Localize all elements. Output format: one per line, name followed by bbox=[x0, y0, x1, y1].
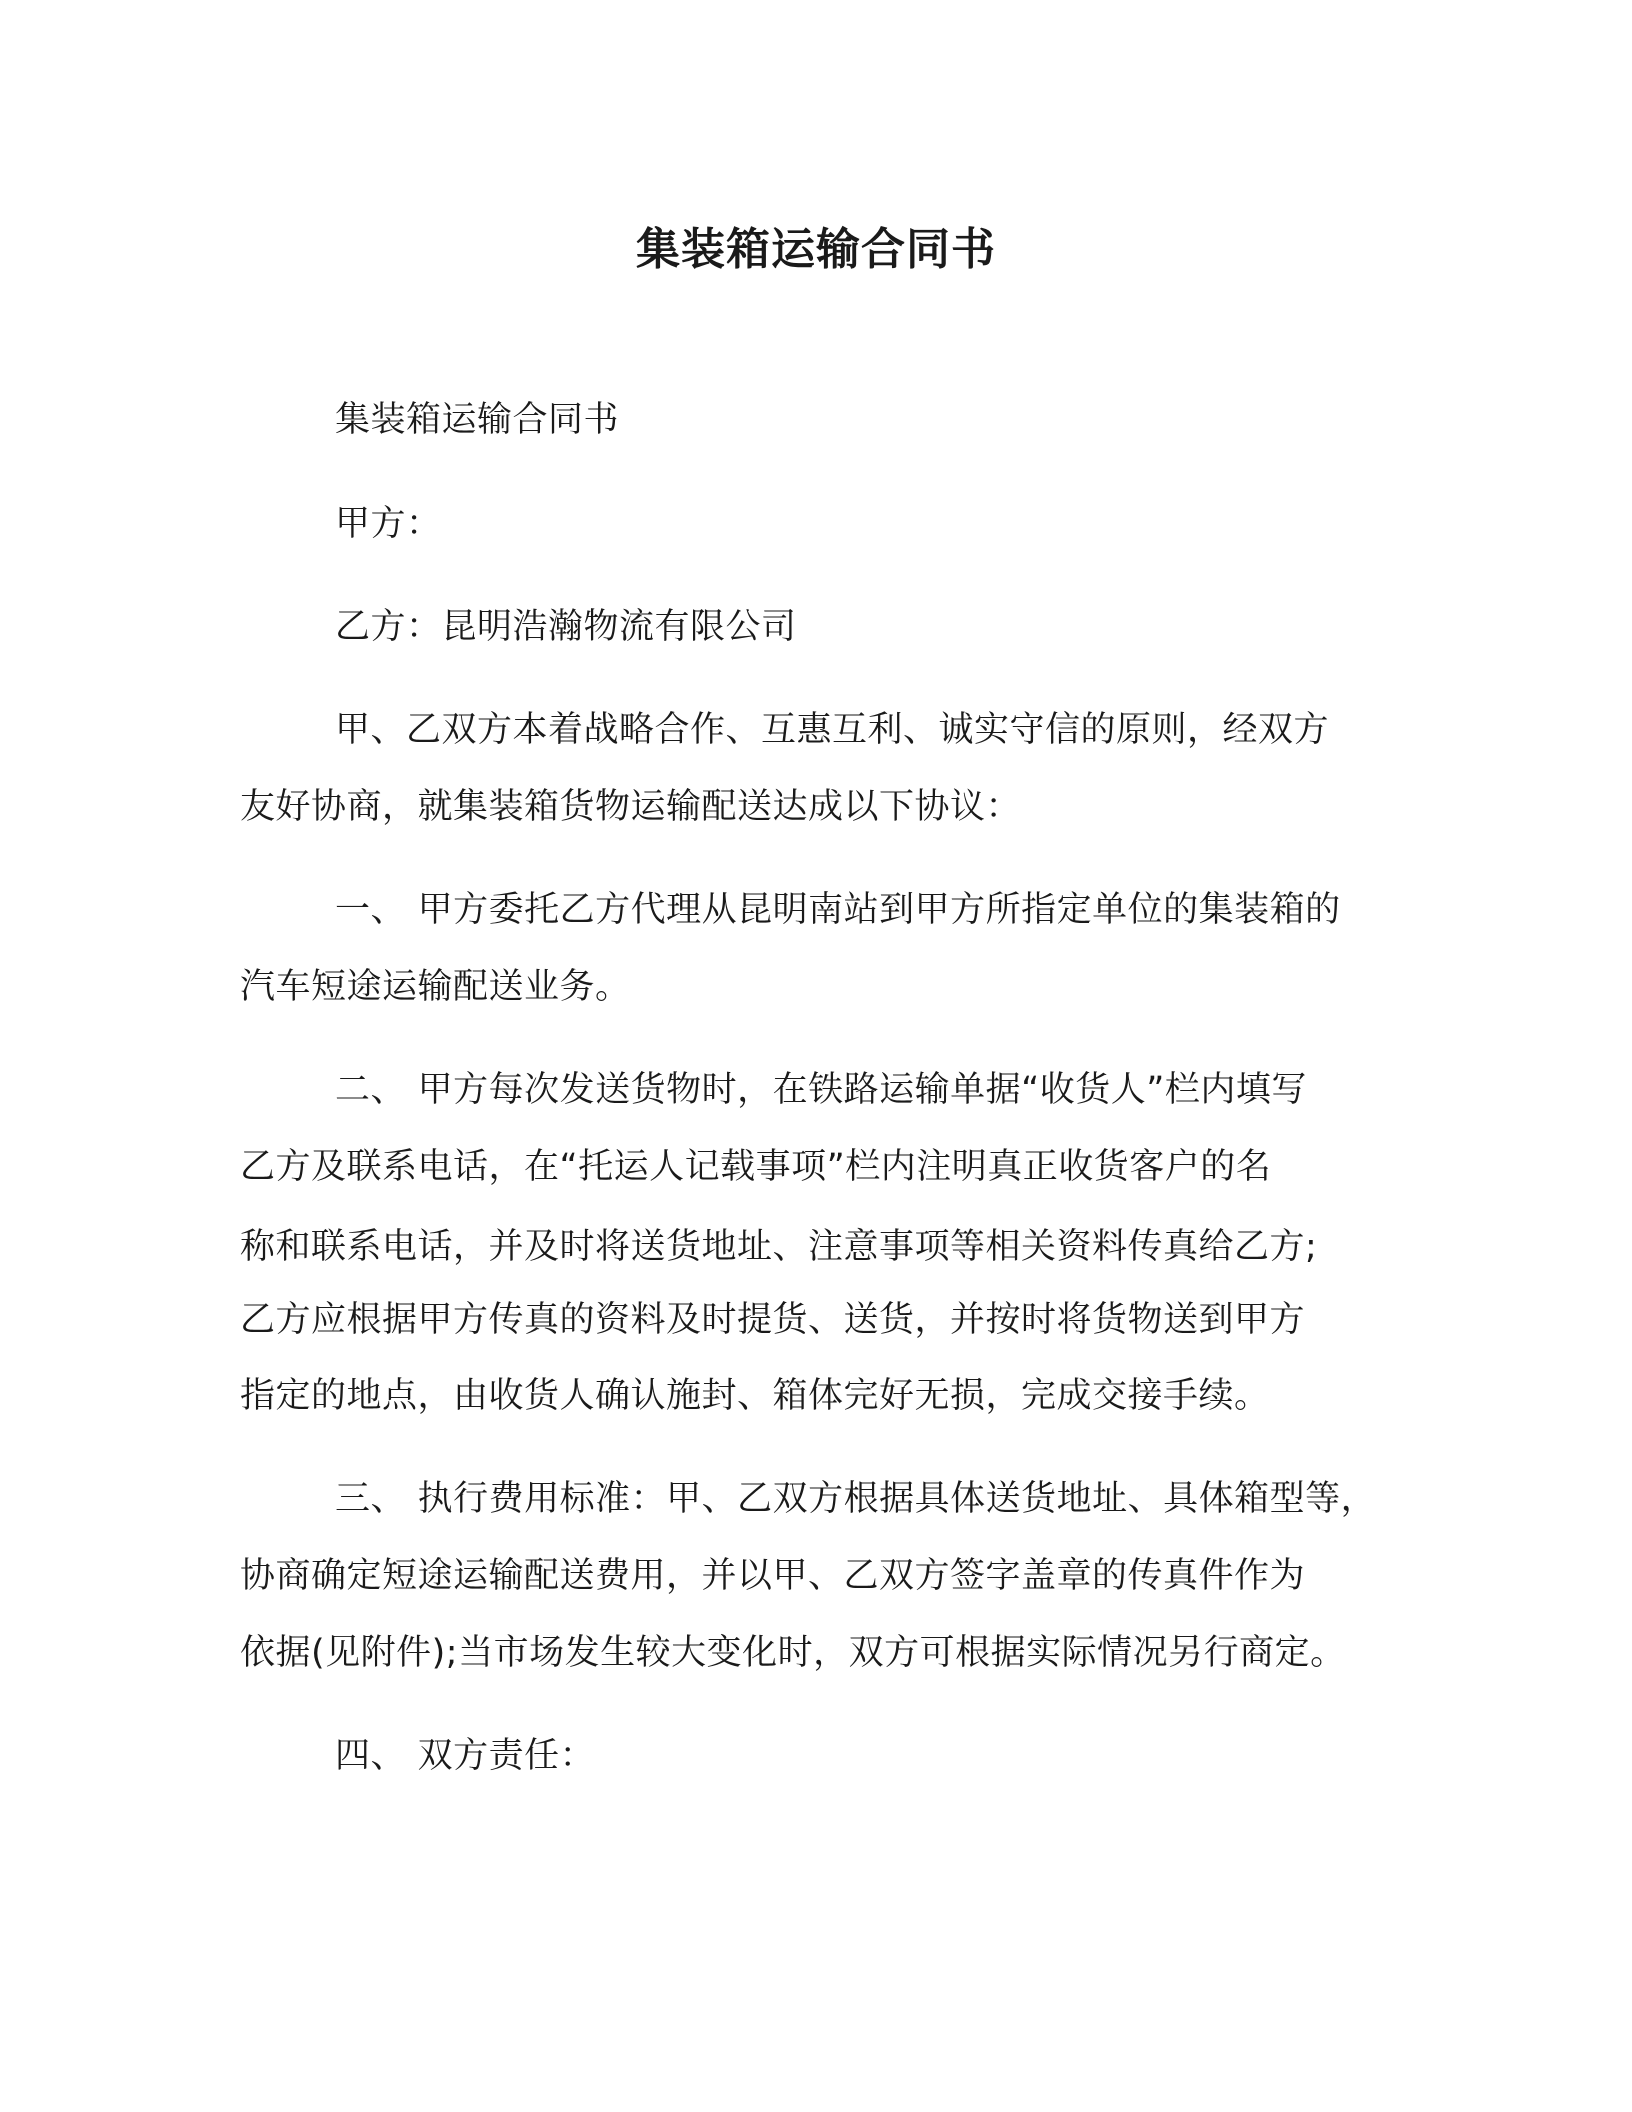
clause2-line-4: 乙方应根据甲方传真的资料及时提货、送货，并按时将货物送到甲方 bbox=[240, 1300, 1306, 1340]
party-b-line: 乙方：昆明浩瀚物流有限公司 bbox=[335, 607, 797, 647]
intro-line-1: 甲、乙双方本着战略合作、互惠互利、诚实守信的原则，经双方 bbox=[335, 710, 1330, 750]
subtitle: 集装箱运输合同书 bbox=[335, 400, 620, 440]
clause3-line-3: 依据(见附件);当市场发生较大变化时，双方可根据实际情况另行商定。 bbox=[240, 1633, 1346, 1673]
document-title: 集装箱运输合同书 bbox=[636, 224, 996, 275]
clause2-line-5: 指定的地点，由收货人确认施封、箱体完好无损，完成交接手续。 bbox=[240, 1376, 1270, 1416]
clause1-line-1: 一、 甲方委托乙方代理从昆明南站到甲方所指定单位的集装箱的 bbox=[335, 890, 1341, 930]
intro-line-2: 友好协商，就集装箱货物运输配送达成以下协议： bbox=[240, 787, 1022, 827]
clause1-line-2: 汽车短途运输配送业务。 bbox=[240, 967, 631, 1007]
clause2-line-3: 称和联系电话，并及时将送货地址、注意事项等相关资料传真给乙方; bbox=[240, 1227, 1318, 1267]
clause3-line-1: 三、 执行费用标准：甲、乙双方根据具体送货地址、具体箱型等， bbox=[335, 1479, 1377, 1519]
clause2-line-1: 二、 甲方每次发送货物时，在铁路运输单据“收货人”栏内填写 bbox=[335, 1070, 1307, 1110]
party-a-line: 甲方： bbox=[335, 504, 442, 544]
clause3-line-2: 协商确定短途运输配送费用，并以甲、乙双方签字盖章的传真件作为 bbox=[240, 1556, 1306, 1596]
clause4-heading: 四、 双方责任： bbox=[335, 1736, 596, 1776]
clause2-line-2: 乙方及联系电话，在“托运人记载事项”栏内注明真正收货客户的名 bbox=[240, 1147, 1272, 1187]
